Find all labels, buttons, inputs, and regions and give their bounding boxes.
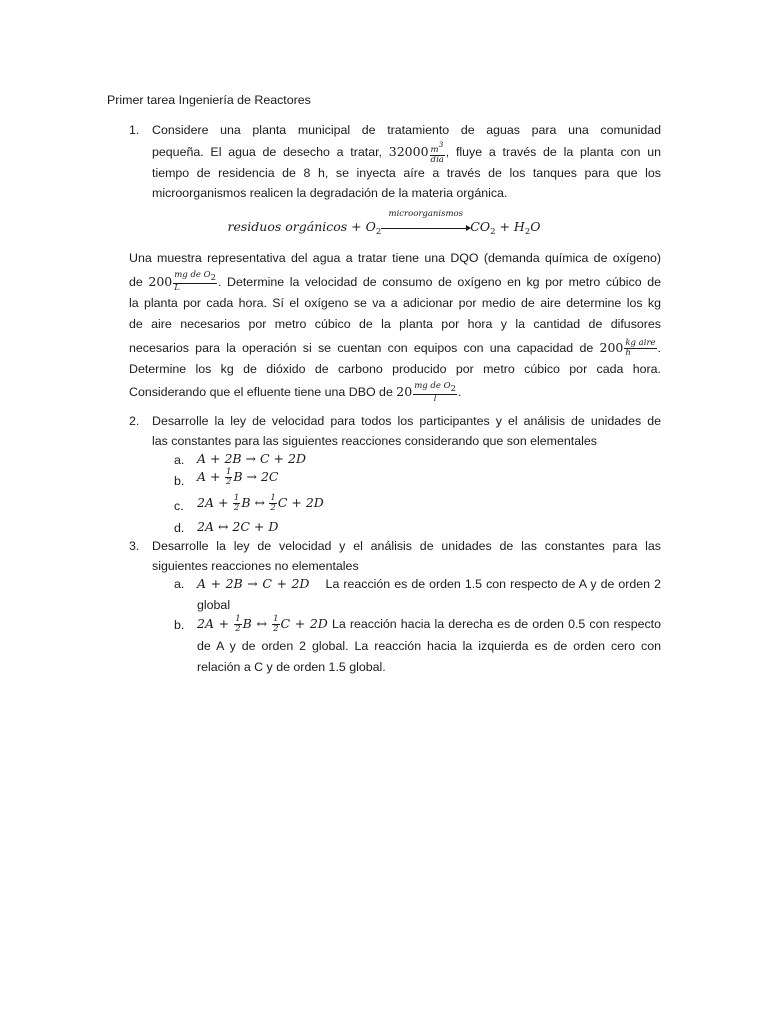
q3-line1: Desarrolle la ley de velocidad y el análisis de unidades de las constantes para las bbox=[152, 539, 661, 553]
q2-line1: Desarrolle la ley de velocidad para todos los participantes y el análisis de unidades de bbox=[152, 414, 661, 428]
para-line7: Considerando que el efluente tiene una DBO de 20 $\frac{\text{mg de O2}}{l}$ . bbox=[129, 380, 462, 404]
q2-d-label: d. bbox=[174, 521, 185, 535]
q2-b-equation: A + $\frac{1}{2}$ B → 2C bbox=[197, 467, 279, 487]
q3-b-item: 2A + $\frac{1}{2}$ B ↔ $\frac{1}{2}$ C + 2D La reacción hacia la derecha es de orden 0.5 con respecto de A y de orden 2 global. La reacción hacia la izquierda es de orden cero con relación a C y de orden 1.5 global. bbox=[197, 612, 661, 677]
arrow-label: microorganismos bbox=[388, 209, 464, 219]
q1-line2: pequeña. El agua de desecho a tratar, 32000 $\frac{m3}{\text{día}}$ , fluye a través de la planta con un bbox=[152, 140, 661, 166]
para-line5: necesarios para la operación si se cuentan con equipos con una capacidad de 200 $\frac{\text{kg aire}}{h}$ . bbox=[129, 337, 661, 358]
para-line4: de aire necesarios por metro cúbico de la planta por hora y la cantidad de difusores bbox=[129, 317, 661, 331]
q3-a-text-2: global bbox=[197, 597, 231, 612]
q1-line1: Considere una planta municipal de tratamiento de aguas para una comunidad bbox=[152, 123, 661, 137]
para-line6: Determine los kg de dióxido de carbono producido por metro cúbico por cada hora. bbox=[129, 361, 661, 376]
q1-line4: microorganismos realicen la degradación de la materia orgánica. bbox=[152, 186, 508, 200]
q3-b-text-2: de A y de orden 2 global. La reacción hacia la izquierda es de orden cero con bbox=[197, 639, 661, 653]
dqo-unit-fraction: $\frac{\text{mg de O2}}{L}$ bbox=[174, 270, 217, 294]
q3-a-label: a. bbox=[174, 577, 185, 591]
q2-b-label: b. bbox=[174, 474, 185, 488]
reaction-arrow bbox=[381, 209, 470, 235]
q3-b-label: b. bbox=[174, 618, 185, 632]
q3-statement bbox=[152, 536, 661, 576]
q2-number: 2. bbox=[129, 414, 140, 428]
flow-unit-fraction: $\frac{m3}{\text{día}}$ bbox=[430, 140, 444, 166]
document-title: Primer tarea Ingeniería de Reactores bbox=[107, 93, 311, 107]
para-line3: la planta por cada hora. Sí el oxígeno se va a adicionar por medio de aire determine los kg bbox=[129, 295, 661, 310]
q2-c-equation: 2A + $\frac{1}{2}$ B ↔ $\frac{1}{2}$ C + 2D bbox=[197, 493, 324, 513]
q2-a-equation: A + 2B → C + 2D bbox=[197, 451, 306, 466]
q2-statement bbox=[152, 411, 661, 451]
capacity-unit-fraction: $\frac{\text{kg aire}}{h}$ bbox=[625, 337, 656, 358]
q3-number: 3. bbox=[129, 539, 140, 553]
problem-paragraph bbox=[129, 248, 661, 403]
q3-b-text: La reacción hacia la derecha es de orden 0.5 con respecto bbox=[331, 617, 662, 631]
para-line1: Una muestra representativa del agua a tratar tiene una DQO (demanda química de oxígeno) bbox=[129, 251, 661, 265]
q1-number: 1. bbox=[129, 123, 140, 137]
q2-a-label: a. bbox=[174, 453, 185, 467]
q1-statement bbox=[152, 120, 661, 203]
q3-line2: siguientes reacciones no elementales bbox=[152, 559, 359, 573]
q2-d-equation: 2A ↔ 2C + D bbox=[197, 519, 279, 534]
q3-a-text: La reacción es de orden 1.5 con respecto de A y de orden 2 bbox=[325, 577, 661, 591]
flow-value: 32000 bbox=[388, 144, 429, 159]
q1-line3: tiempo de residencia de 8 h, se inyecta aíre a través de los tanques para que los bbox=[152, 166, 661, 180]
q2-c-label: c. bbox=[174, 499, 184, 513]
q3-a-equation: A + 2B → C + 2D bbox=[197, 576, 310, 591]
q2-line2: las constantes para las siguientes reacciones considerando que son elementales bbox=[152, 434, 597, 448]
reaction-equation: residuos orgánicos + $O_2$ microorganismos $CO_2 + H_2O$ bbox=[227, 209, 541, 237]
dbo-unit-fraction: $\frac{\text{mg de O2}}{l}$ bbox=[414, 380, 456, 404]
q3-b-text-3: relación a C y de orden 1.5 global. bbox=[197, 659, 386, 674]
q3-a-item bbox=[197, 574, 661, 615]
para-line2: de 200 $\frac{\text{mg de O2}}{L}$ . Determine la velocidad de consumo de oxígeno en kg por metro cúbico de bbox=[129, 270, 661, 294]
